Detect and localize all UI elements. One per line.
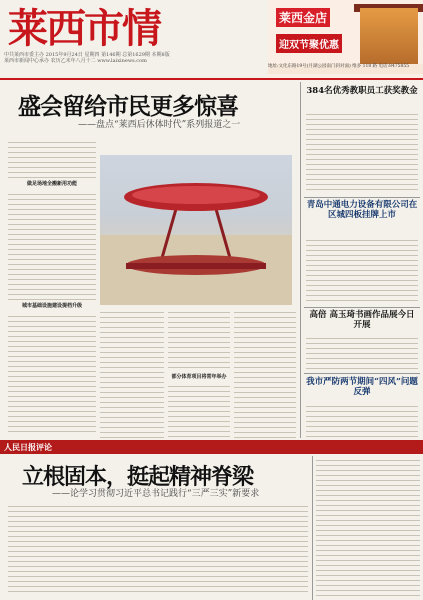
story1-body bbox=[306, 110, 418, 194]
ad-name: 莱西金店 bbox=[276, 8, 330, 27]
story1-title: 384名优秀教职员工获奖教金 bbox=[306, 86, 418, 96]
site: www.laixinews.com bbox=[97, 58, 147, 64]
masthead-divider bbox=[0, 78, 423, 80]
lunar: 农历乙未年八月十二 bbox=[50, 58, 96, 64]
story-divider bbox=[304, 373, 420, 374]
info-line1: 中共莱西市委主办 bbox=[4, 52, 45, 58]
story-divider bbox=[304, 197, 420, 198]
stage-photo bbox=[100, 155, 292, 305]
lead-body-left bbox=[8, 138, 96, 436]
lead-body-mid3 bbox=[234, 308, 296, 438]
lead-body-mid1 bbox=[100, 308, 164, 438]
story4-body-cont bbox=[316, 456, 420, 596]
lead-section2: 城市基础设施建设提档升级 bbox=[21, 303, 82, 309]
commentary-headline: 立根固本，挺起精神脊梁 bbox=[22, 464, 254, 490]
story3-title: 高倍 高玉琦书画作品展今日开展 bbox=[309, 310, 415, 330]
lead-body-mid2 bbox=[168, 308, 230, 438]
story2-title: 青岛中通电力设备有限公司在区城四板挂牌上市 bbox=[306, 200, 418, 220]
masthead-info bbox=[4, 52, 268, 64]
story-divider bbox=[304, 307, 420, 308]
issue-num: 第146期 bbox=[101, 52, 121, 58]
story4-title: 我市严防两节期间“四风”问题反弹 bbox=[306, 377, 418, 397]
column-divider bbox=[312, 456, 313, 600]
pages: 本期8版 bbox=[151, 52, 170, 58]
story3-body bbox=[306, 334, 418, 370]
total-num: 总第1629期 bbox=[122, 52, 150, 58]
ad-info: 地址:文化东路19号(月湖公园南门斜对面) 维多 118 路 电话:8475855 bbox=[268, 64, 423, 74]
lead-section3: 部分体育项目将常年举办 bbox=[171, 374, 227, 380]
info-line2: 莱西市新闻中心承办 bbox=[4, 58, 50, 64]
commentary-body bbox=[8, 502, 308, 596]
lead-subhead: ——盘点“莱西后休体时代”系列报道之一 bbox=[78, 120, 241, 130]
column-divider bbox=[300, 82, 301, 438]
story4-body bbox=[306, 402, 418, 438]
story2-body bbox=[306, 236, 418, 304]
date-issue: 2015年9月24日 星期四 bbox=[45, 52, 100, 58]
ad-building-image bbox=[360, 8, 418, 68]
lead-headline: 盛会留给市民更多惊喜 bbox=[18, 93, 238, 120]
masthead-title: 莱西市情 bbox=[8, 5, 160, 52]
commentary-label: 人民日报评论 bbox=[4, 442, 52, 452]
lead-section1: 做足场地全搬新用功能 bbox=[26, 181, 77, 187]
commentary-bar bbox=[0, 440, 423, 454]
ad-slogan: 迎双节聚优惠 bbox=[276, 34, 342, 53]
stage-illustration bbox=[100, 155, 292, 305]
commentary-subhead: ——论学习贯彻习近平总书记践行“三严三实”新要求 bbox=[52, 489, 260, 499]
